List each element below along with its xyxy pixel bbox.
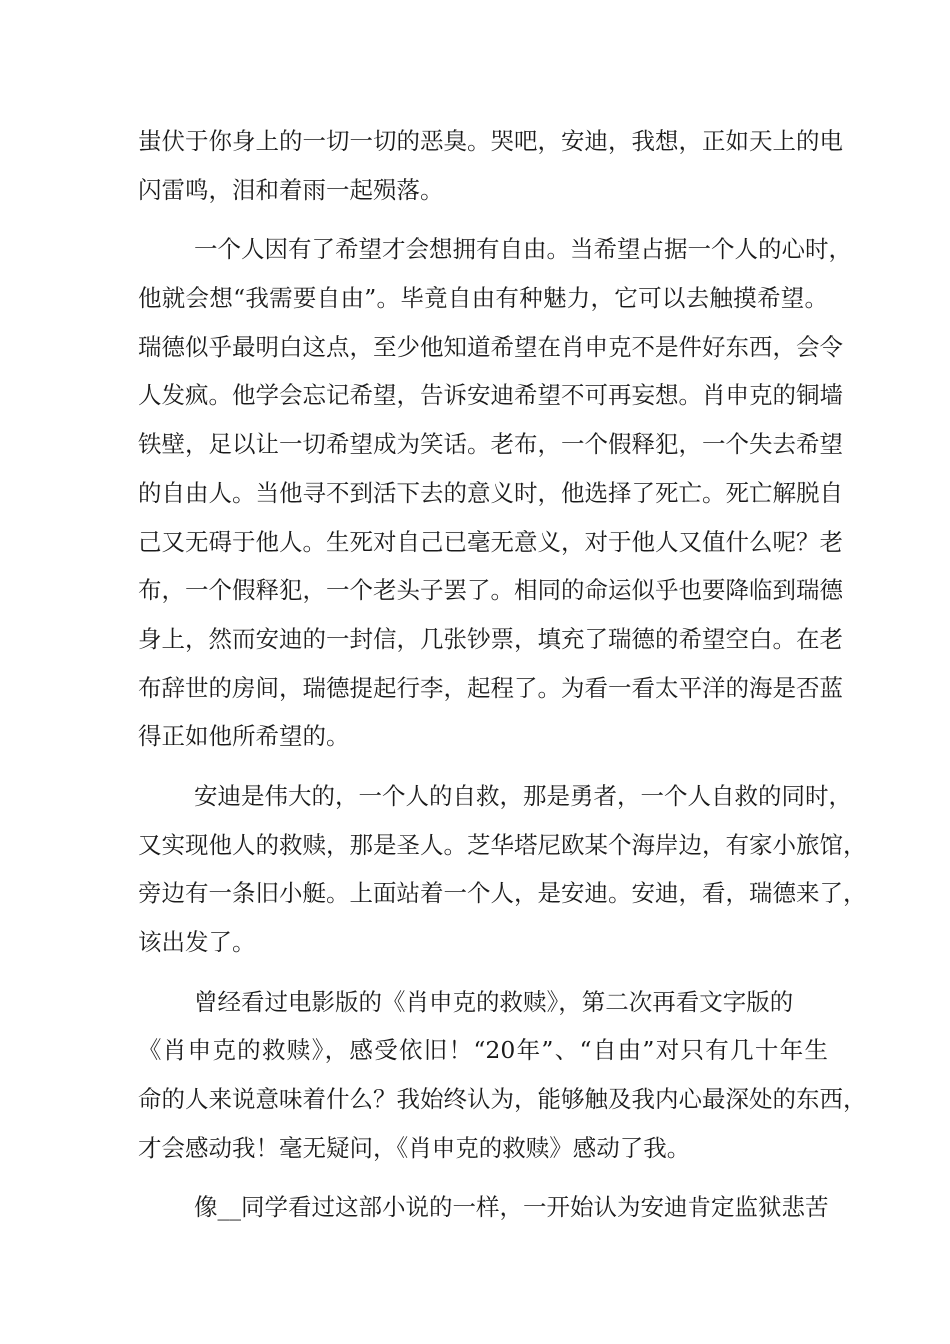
paragraph <box>138 117 843 214</box>
text-line: 才会感动我！毫无疑问，《肖申克的救赎》感动了我。 <box>138 1133 691 1162</box>
text-line: 身上，然而安迪的一封信，几张钞票，填充了瑞德的希望空白。在老 <box>138 624 843 653</box>
document-body <box>138 117 867 1232</box>
text-line: 该出发了。 <box>138 928 256 956</box>
text-line: 安迪是伟大的，一个人的自救，那是勇者，一个人自救的同时， <box>194 781 852 810</box>
paragraph <box>138 1183 828 1232</box>
text-line: 他就会想“我需要自由”。毕竟自由有种魅力，它可以去触摸希望。 <box>138 284 828 313</box>
text-line: 得正如他所希望的。 <box>138 722 350 751</box>
paragraph <box>138 978 867 1173</box>
text-line: 像__同学看过这部小说的一样，一开始认为安迪肯定监狱悲苦 <box>194 1193 829 1222</box>
text-line: 布，一个假释犯，一个老头子罢了。相同的命运似乎也要降临到瑞德 <box>138 576 843 605</box>
text-line: 蚩伏于你身上的一切一切的恶臭。哭吧，安迪，我想，正如天上的电 <box>138 127 843 155</box>
paragraph <box>138 225 852 761</box>
text-line: 己又无碍于他人。生死对自己已毫无意义，对于他人又值什么呢？老 <box>138 527 843 556</box>
text-line: 又实现他人的救赎，那是圣人。芝华塔尼欧某个海岸边，有家小旅馆， <box>138 830 867 859</box>
text-line: 的自由人。当他寻不到活下去的意义时，他选择了死亡。死亡解脱自 <box>138 478 843 507</box>
text-line: 一个人因有了希望才会想拥有自由。当希望占据一个人的心时， <box>194 235 852 264</box>
text-line: 《肖申克的救赎》，感受依旧！“20年”、“自由”对只有几十年生 <box>138 1036 828 1065</box>
text-line: 铁壁，足以让一切希望成为笑话。老布，一个假释犯，一个失去希望 <box>138 430 843 459</box>
text-line: 布辞世的房间，瑞德提起行李，起程了。为看一看太平洋的海是否蓝 <box>138 673 843 702</box>
text-line: 命的人来说意味着什么？我始终认为，能够触及我内心最深处的东西， <box>138 1085 867 1114</box>
text-line: 闪雷鸣，泪和着雨一起殒落。 <box>138 175 444 204</box>
text-line: 人发疯。他学会忘记希望，告诉安迪希望不可再妄想。肖申克的铜墙 <box>138 381 843 410</box>
paragraph <box>138 772 867 967</box>
text-line: 瑞德似乎最明白这点，至少他知道希望在肖申克不是件好东西，会令 <box>138 332 843 361</box>
text-line: 旁边有一条旧小艇。上面站着一个人，是安迪。安迪，看，瑞德来了， <box>138 879 867 908</box>
text-line: 曾经看过电影版的《肖申克的救赎》，第二次再看文字版的 <box>194 987 794 1016</box>
